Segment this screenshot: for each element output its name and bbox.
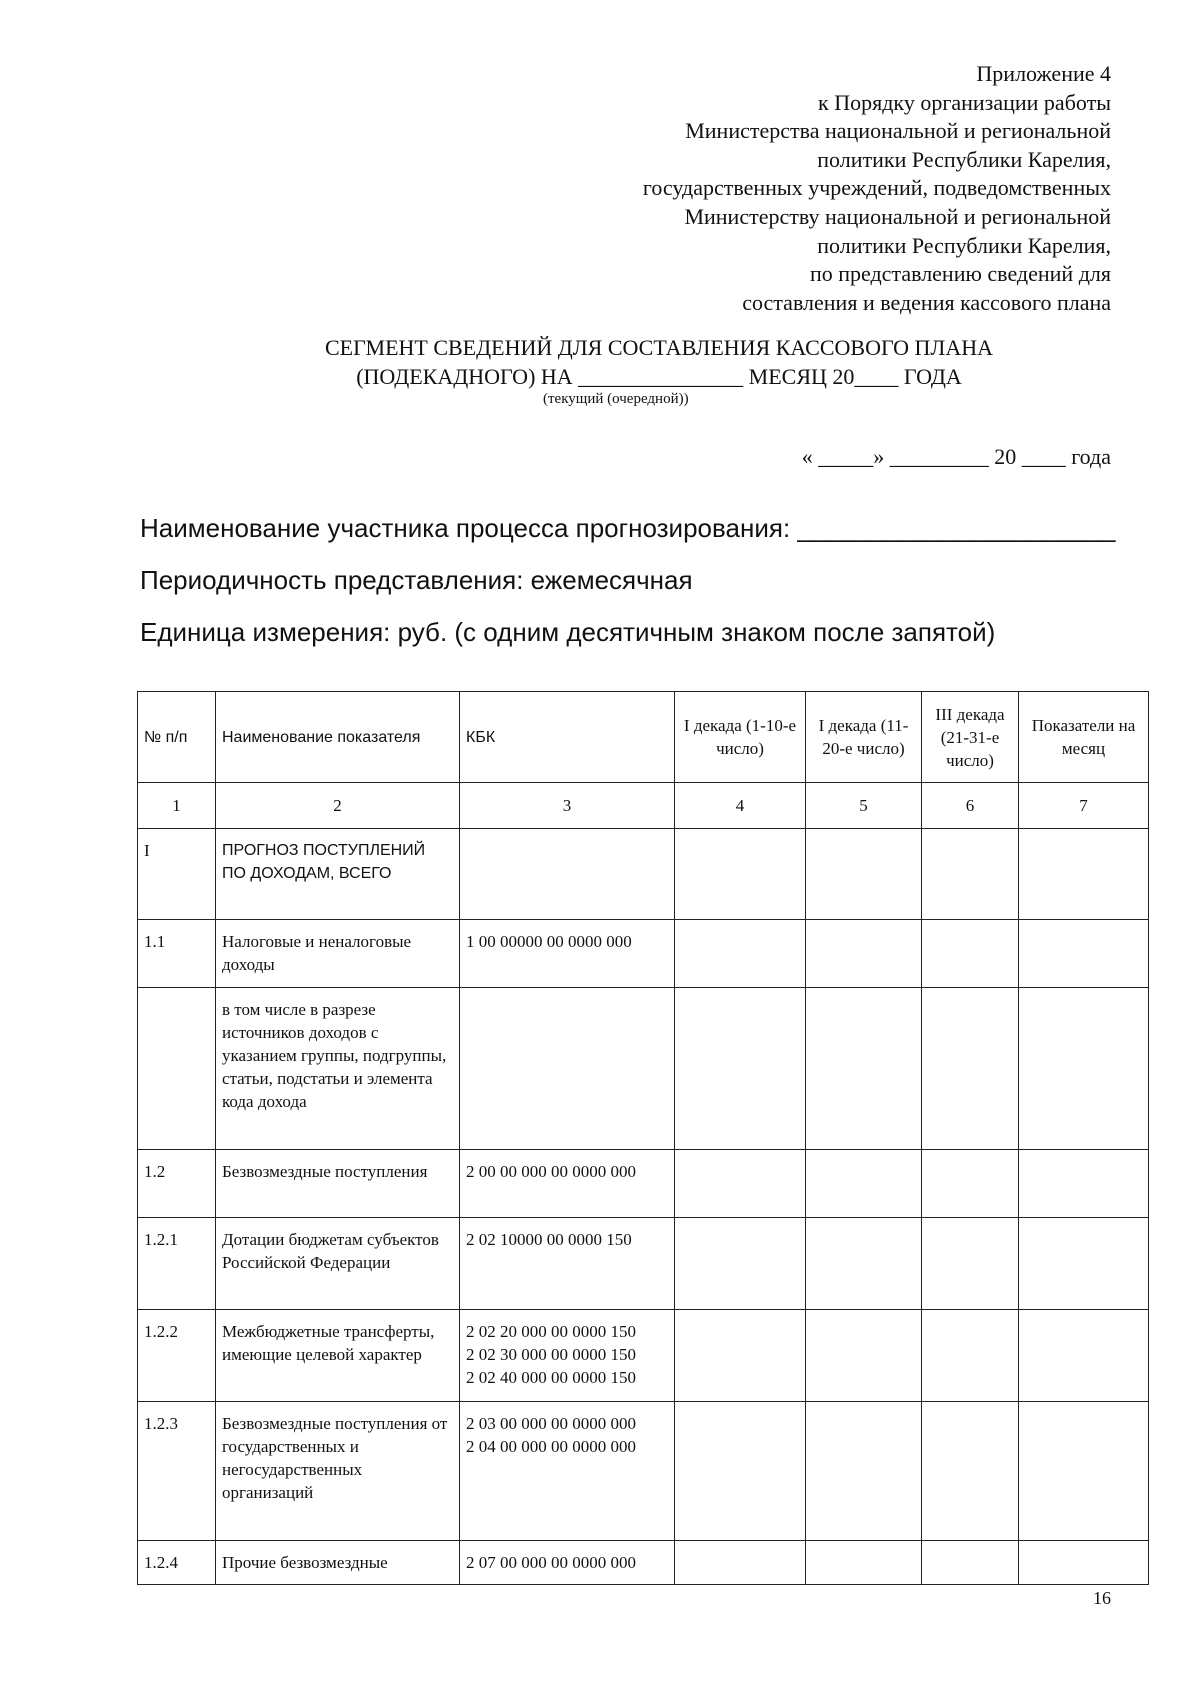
value-cell — [675, 829, 806, 920]
appendix-line: государственных учреждений, подведомственных — [642, 175, 1111, 201]
kbk-code: 2 03 00 000 00 0000 000 — [466, 1414, 636, 1433]
value-cell — [1019, 829, 1149, 920]
row-name: Безвозмездные поступления — [216, 1150, 460, 1218]
row-kbk — [460, 1218, 675, 1310]
table-row — [138, 1402, 1149, 1541]
title-line-1: СЕГМЕНТ СВЕДЕНИЙ ДЛЯ СОСТАВЛЕНИЯ КАССОВОГО ПЛАНА — [324, 335, 994, 360]
participant-line: Наименование участника процесса прогнозирования: ______________________ — [140, 513, 1116, 543]
kbk-code: 2 02 20 000 00 0000 150 — [466, 1322, 636, 1341]
value-cell — [1019, 988, 1149, 1150]
row-number — [138, 988, 216, 1150]
kbk-code: 2 02 10000 00 0000 150 — [466, 1230, 632, 1249]
value-cell — [922, 920, 1019, 988]
value-cell — [675, 1541, 806, 1585]
header-cell-name: Наименование показателя — [216, 692, 460, 783]
kbk-code: 2 02 40 000 00 0000 150 — [466, 1368, 636, 1387]
value-cell — [922, 1218, 1019, 1310]
row-kbk — [460, 1402, 675, 1541]
kbk-code: 1 00 00000 00 0000 000 — [466, 932, 632, 951]
date-line: « _____» _________ 20 ____ года — [801, 444, 1111, 469]
value-cell — [806, 1310, 922, 1402]
appendix-line: политики Республики Карелия, — [817, 146, 1111, 172]
table-row — [138, 829, 1149, 920]
header-row — [138, 692, 1149, 783]
row-kbk — [460, 829, 675, 920]
appendix-line: политики Республики Карелия, — [817, 232, 1111, 258]
column-number: 6 — [922, 783, 1019, 829]
value-cell — [675, 1150, 806, 1218]
row-number: 1.2.4 — [138, 1541, 216, 1585]
appendix-line: составления и ведения кассового плана — [742, 289, 1111, 315]
kbk-code: 2 00 00 000 00 0000 000 — [466, 1162, 636, 1181]
appendix-line: Министерству национальной и региональной — [684, 203, 1111, 229]
row-name: Безвозмездные поступления от государственных и негосударственных организаций — [216, 1402, 460, 1541]
value-cell — [922, 1310, 1019, 1402]
header-cell-decade-2: I декада (11-20-е число) — [806, 692, 922, 783]
title-note: (текущий (очередной)) — [543, 391, 689, 407]
kbk-code: 2 02 30 000 00 0000 150 — [466, 1345, 636, 1364]
column-number: 3 — [460, 783, 675, 829]
value-cell — [806, 1218, 922, 1310]
table-row — [138, 1150, 1149, 1218]
row-number: 1.1 — [138, 920, 216, 988]
row-name: Налоговые и неналоговые доходы — [216, 920, 460, 988]
table-row — [138, 1541, 1149, 1585]
value-cell — [922, 1541, 1019, 1585]
appendix-line: к Порядку организации работы — [818, 89, 1111, 115]
column-number: 7 — [1019, 783, 1149, 829]
header-cell-month: Показатели на месяц — [1019, 692, 1149, 783]
row-name: Дотации бюджетам субъектов Российской Федерации — [216, 1218, 460, 1310]
value-cell — [675, 1310, 806, 1402]
kbk-code: 2 07 00 000 00 0000 000 — [466, 1553, 636, 1572]
column-number: 4 — [675, 783, 806, 829]
row-name: Межбюджетные трансферты, имеющие целевой характер — [216, 1310, 460, 1402]
periodicity-line: Периодичность представления: ежемесячная — [140, 565, 693, 595]
table-row — [138, 1310, 1149, 1402]
value-cell — [806, 920, 922, 988]
row-name: в том числе в разрезе источников доходов с указанием группы, подгруппы, статьи, подстатьи и элемента кода дохода — [216, 988, 460, 1150]
value-cell — [675, 1218, 806, 1310]
row-kbk — [460, 1541, 675, 1585]
title-line-2: (ПОДЕКАДНОГО) НА _______________ МЕСЯЦ 20____ ГОДА — [356, 364, 962, 389]
value-cell — [806, 829, 922, 920]
value-cell — [922, 988, 1019, 1150]
header-cell-decade-1: I декада (1-10-е число) — [675, 692, 806, 783]
value-cell — [1019, 1218, 1149, 1310]
row-number: 1.2 — [138, 1150, 216, 1218]
row-number: 1.2.3 — [138, 1402, 216, 1541]
header-cell-num: № п/п — [138, 692, 216, 783]
cash-plan-table — [137, 691, 1149, 1585]
appendix-line: Министерства национальной и региональной — [685, 118, 1111, 144]
row-name: ПРОГНОЗ ПОСТУПЛЕНИЙ ПО ДОХОДАМ, ВСЕГО — [216, 829, 460, 920]
value-cell — [1019, 1310, 1149, 1402]
column-number: 2 — [216, 783, 460, 829]
value-cell — [1019, 920, 1149, 988]
row-kbk — [460, 920, 675, 988]
value-cell — [1019, 1541, 1149, 1585]
value-cell — [806, 1150, 922, 1218]
value-cell — [675, 1402, 806, 1541]
unit-line: Единица измерения: руб. (с одним десятичным знаком после запятой) — [140, 617, 996, 647]
row-kbk — [460, 988, 675, 1150]
document-title — [0, 333, 1200, 391]
page-number: 16 — [1093, 1588, 1111, 1608]
row-number: I — [138, 829, 216, 920]
appendix-header — [551, 60, 1111, 317]
row-name: Прочие безвозмездные — [216, 1541, 460, 1585]
header-cell-decade-3: III декада (21-31-е число) — [922, 692, 1019, 783]
column-number: 1 — [138, 783, 216, 829]
value-cell — [806, 1541, 922, 1585]
header-cell-kbk: КБК — [460, 692, 675, 783]
row-kbk — [460, 1310, 675, 1402]
value-cell — [806, 1402, 922, 1541]
appendix-line: по представлению сведений для — [809, 261, 1111, 287]
value-cell — [1019, 1402, 1149, 1541]
value-cell — [1019, 1150, 1149, 1218]
row-number: 1.2.2 — [138, 1310, 216, 1402]
appendix-line: Приложение 4 — [976, 61, 1111, 86]
row-kbk — [460, 1150, 675, 1218]
table-row — [138, 988, 1149, 1150]
value-cell — [922, 1402, 1019, 1541]
row-number: 1.2.1 — [138, 1218, 216, 1310]
value-cell — [675, 988, 806, 1150]
column-number: 5 — [806, 783, 922, 829]
value-cell — [806, 988, 922, 1150]
column-number-row — [138, 783, 1149, 829]
kbk-code: 2 04 00 000 00 0000 000 — [466, 1437, 636, 1456]
value-cell — [922, 1150, 1019, 1218]
value-cell — [922, 829, 1019, 920]
table-row — [138, 920, 1149, 988]
table-row — [138, 1218, 1149, 1310]
value-cell — [675, 920, 806, 988]
